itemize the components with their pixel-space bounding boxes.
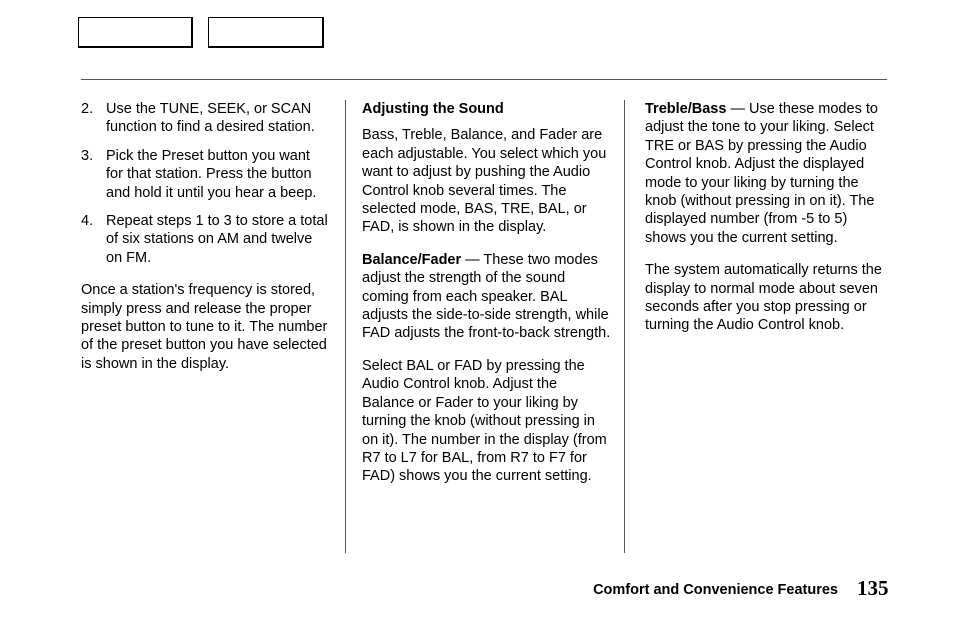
step-number: 2. [81, 101, 94, 117]
column-divider-1 [345, 100, 346, 553]
preset-paragraph: Once a station's frequency is stored, simply press and release the proper preset button to tune to it. The number of the preset button you have selected is shown in the display. [81, 282, 328, 372]
intro-paragraph: Bass, Treble, Balance, and Fader are each adjustable. You select which you want to adjust by pushing the Audio Control knob several times. The selected mode, BAS, TRE, BAL, or FAD, is shown in the display. [362, 127, 607, 236]
select-paragraph: Select BAL or FAD by pressing the Audio Control knob. Adjust the Balance or Fader to your liking by turning the knob (without pressing in on it). The number in the display (from R7 to L7 for BAL, from R7 to F7 for FAD) shows you the current setting. [362, 357, 607, 485]
nav-button-1[interactable] [78, 17, 193, 48]
header-rule [81, 79, 887, 80]
column-divider-2 [624, 100, 625, 553]
left-column [81, 100, 329, 387]
page-number: 135 [857, 576, 889, 600]
auto-return-paragraph: The system automatically returns the display to normal mode about seven seconds after you stop pressing or turning the Audio Control knob. [645, 262, 882, 334]
right-column [645, 100, 891, 349]
treble-text: — Use these modes to adjust the tone to your liking. Select TRE or BAS by pressing the Audio Control knob. Adjust the displayed mode to your liking by turning the knob (without pressing in on it). The displayed number (from -5 to 5) shows you the current setting. [645, 101, 878, 246]
balance-paragraph [362, 251, 612, 343]
section-heading: Adjusting the Sound [362, 101, 504, 117]
balance-term: Balance/Fader [362, 251, 462, 268]
step-text: Use the TUNE, SEEK, or SCAN function to find a desired station. [106, 101, 315, 136]
treble-term: Treble/Bass [645, 101, 727, 117]
steps-list [81, 100, 329, 267]
treble-paragraph [645, 100, 891, 247]
balance-text: — These two modes adjust the strength of the sound coming from each speaker. BAL adjusts the side-to-side strength, while FAD adjusts the front-to-back strength. [362, 251, 611, 342]
list-item [81, 147, 329, 202]
section-title: Comfort and Convenience Features [593, 582, 838, 598]
nav-button-2[interactable] [208, 17, 324, 48]
step-text: Repeat steps 1 to 3 to store a total of six stations on AM and twelve on FM. [106, 213, 328, 266]
list-item [81, 100, 329, 137]
list-item [81, 212, 329, 267]
step-number: 4. [81, 213, 94, 230]
step-text: Pick the Preset button you want for that station. Press the button and hold it until you hear a beep. [106, 147, 317, 201]
middle-column [362, 100, 612, 500]
step-number: 3. [81, 147, 94, 164]
